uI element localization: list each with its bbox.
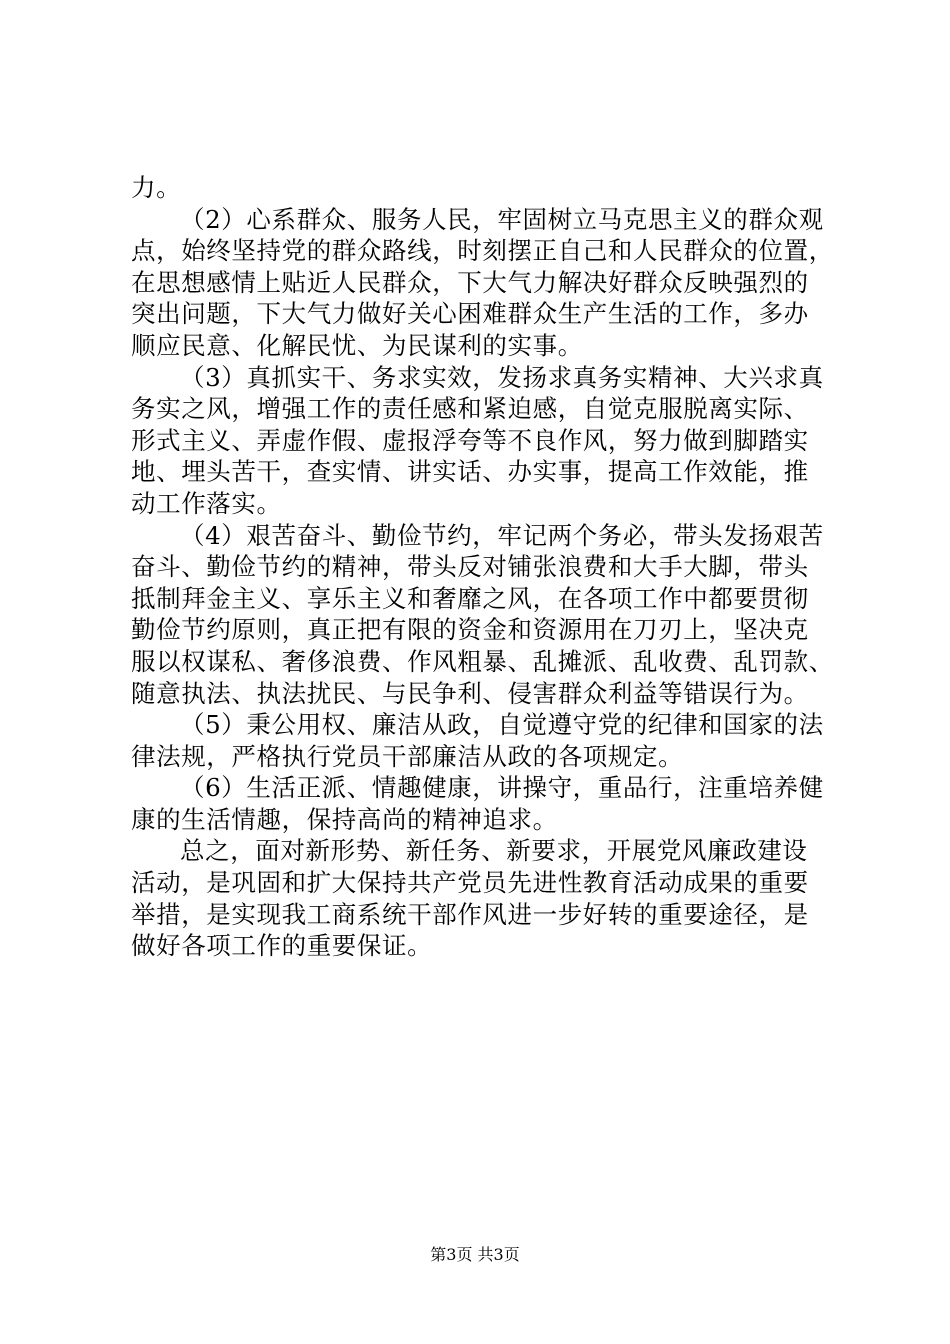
text-line: 活动，是巩固和扩大保持共产党员先进性教育活动成果的重要 [131,868,809,898]
text-line: 做好各项工作的重要保证。 [131,931,433,961]
text-line: 总之，面对新形势、新任务、新要求，开展党风廉政建设 [180,836,808,866]
text-line: （3）真抓实干、务求实效，发扬求真务实精神、大兴求真 [180,362,824,392]
text-line: 形式主义、弄虚作假、虚报浮夸等不良作风，努力做到脚踏实 [131,425,809,455]
text-line: 动工作落实。 [131,488,282,518]
text-line: 力。 [131,173,182,202]
text-line: 康的生活情趣，保持高尚的精神追求。 [131,804,558,834]
page-footer: 第3页 共3页 [430,1245,520,1264]
text-line: 随意执法、执法扰民、与民争利、侵害群众利益等错误行为。 [131,678,809,708]
text-line: 突出问题，下大气力做好关心困难群众生产生活的工作，多办 [131,299,809,329]
text-line: 律法规，严格执行党员干部廉洁从政的各项规定。 [131,741,684,771]
text-line: （6）生活正派、情趣健康，讲操守，重品行，注重培养健 [180,773,824,803]
text-line: 勤俭节约原则，真正把有限的资金和资源用在刀刃上，坚决克 [131,615,809,645]
text-line: （2）心系群众、服务人民，牢固树立马克思主义的群众观 [180,204,824,234]
text-line: 务实之风，增强工作的责任感和紧迫感，自觉克服脱离实际、 [131,394,809,424]
document-body [131,172,834,962]
text-line: 点，始终坚持党的群众路线，时刻摆正自己和人民群众的位置， [131,236,834,266]
text-line: 抵制拜金主义、享乐主义和奢靡之风，在各项工作中都要贯彻 [131,583,809,613]
text-line: 服以权谋私、奢侈浪费、作风粗暴、乱摊派、乱收费、乱罚款、 [131,646,834,676]
text-line: 顺应民意、化解民忧、为民谋利的实事。 [131,330,583,360]
text-line: 在思想感情上贴近人民群众，下大气力解决好群众反映强烈的 [131,267,809,297]
text-line: 举措，是实现我工商系统干部作风进一步好转的重要途径，是 [131,899,809,929]
text-line: （5）秉公用权、廉洁从政，自觉遵守党的纪律和国家的法 [180,710,824,740]
text-line: 奋斗、勤俭节约的精神，带头反对铺张浪费和大手大脚，带头 [131,552,809,582]
text-line: （4）艰苦奋斗、勤俭节约，牢记两个务必，带头发扬艰苦 [180,520,824,550]
text-line: 地、埋头苦干，查实情、讲实话、办实事，提高工作效能，推 [131,457,809,487]
